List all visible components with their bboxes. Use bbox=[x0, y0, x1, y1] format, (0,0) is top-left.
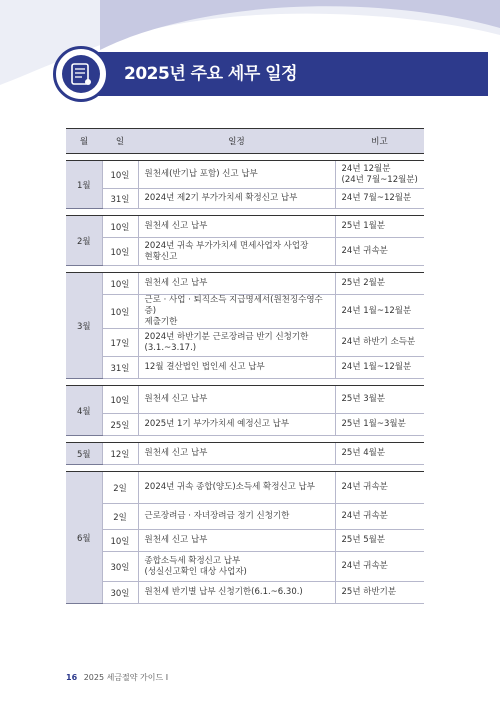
note-cell bbox=[335, 414, 424, 436]
event-cell bbox=[138, 238, 335, 266]
header-event: 일정 bbox=[138, 129, 335, 154]
table-row bbox=[66, 329, 424, 357]
event-line: 제출기한 bbox=[144, 317, 178, 327]
table-row bbox=[66, 273, 424, 295]
note-line: 24년 귀속분 bbox=[341, 561, 388, 571]
note-cell bbox=[335, 189, 424, 209]
event-line: 2024년 하반기분 근로장려금 반기 신청기한 bbox=[144, 331, 309, 342]
event-cell bbox=[138, 582, 335, 604]
event-line: 근로장려금 · 자녀장려금 정기 신청기한 bbox=[144, 511, 290, 521]
event-line: 원천세(반기납 포함) 신고 납부 bbox=[144, 169, 258, 179]
table-row bbox=[66, 552, 424, 582]
note-cell bbox=[335, 273, 424, 295]
note-cell bbox=[335, 295, 424, 329]
separator-cell bbox=[66, 379, 424, 386]
table-row bbox=[66, 472, 424, 504]
note-line: 24년 귀속분 bbox=[341, 246, 388, 256]
day-cell: 10일 bbox=[102, 161, 138, 189]
group-separator bbox=[66, 436, 424, 443]
table-row bbox=[66, 414, 424, 436]
table-row bbox=[66, 189, 424, 209]
event-line: 2025년 1기 부가가치세 예정신고 납부 bbox=[144, 419, 290, 429]
note-line: (24년 7월~12월분) bbox=[341, 174, 418, 185]
event-line: (성실신고확인 대상 사업자) bbox=[144, 566, 247, 577]
page-footer bbox=[66, 672, 168, 683]
note-line: 24년 귀속분 bbox=[341, 511, 388, 521]
day-cell: 10일 bbox=[102, 238, 138, 266]
note-line: 25년 하반기분 bbox=[341, 587, 397, 597]
group-separator bbox=[66, 379, 424, 386]
note-line: 24년 1월~12월분 bbox=[341, 306, 412, 316]
note-cell bbox=[335, 582, 424, 604]
note-line: 25년 5월분 bbox=[341, 535, 386, 545]
header-note: 비고 bbox=[335, 129, 424, 154]
event-cell bbox=[138, 386, 335, 414]
event-line: 원천세 신고 납부 bbox=[144, 448, 208, 458]
group-separator bbox=[66, 209, 424, 216]
table-row bbox=[66, 530, 424, 552]
month-cell: 1월 bbox=[66, 161, 102, 209]
note-line: 25년 2월분 bbox=[341, 278, 386, 288]
note-line: 24년 7월~12월분 bbox=[341, 193, 412, 203]
tax-schedule-table bbox=[66, 128, 424, 604]
note-cell bbox=[335, 443, 424, 465]
month-cell: 6월 bbox=[66, 472, 102, 604]
event-line: 종합소득세 확정신고 납부 bbox=[144, 555, 241, 566]
event-line: 원천세 신고 납부 bbox=[144, 394, 208, 404]
note-cell bbox=[335, 216, 424, 238]
event-line: 2024년 제2기 부가가치세 확정신고 납부 bbox=[144, 193, 298, 203]
event-line: 2024년 귀속 종합(양도)소득세 확정신고 납부 bbox=[144, 482, 315, 492]
table-row bbox=[66, 161, 424, 189]
note-cell bbox=[335, 238, 424, 266]
separator-cell bbox=[66, 154, 424, 161]
event-cell bbox=[138, 216, 335, 238]
note-line: 25년 1월~3월분 bbox=[341, 419, 406, 429]
day-cell: 10일 bbox=[102, 295, 138, 329]
table-row bbox=[66, 357, 424, 379]
event-cell bbox=[138, 329, 335, 357]
day-cell: 17일 bbox=[102, 329, 138, 357]
day-cell: 10일 bbox=[102, 530, 138, 552]
table-row bbox=[66, 582, 424, 604]
day-cell: 31일 bbox=[102, 357, 138, 379]
note-line: 24년 12월분 bbox=[341, 163, 391, 174]
note-line: 25년 4월분 bbox=[341, 448, 386, 458]
note-line: 25년 3월분 bbox=[341, 394, 386, 404]
note-line: 24년 하반기 소득분 bbox=[341, 337, 416, 347]
event-cell bbox=[138, 161, 335, 189]
footer-title: 2025 세금절약 가이드 I bbox=[83, 673, 169, 682]
month-cell: 3월 bbox=[66, 273, 102, 379]
note-cell bbox=[335, 329, 424, 357]
table-row bbox=[66, 295, 424, 329]
day-cell: 10일 bbox=[102, 216, 138, 238]
month-cell: 4월 bbox=[66, 386, 102, 436]
group-separator bbox=[66, 154, 424, 161]
event-line: 12월 결산법인 법인세 신고 납부 bbox=[144, 362, 265, 372]
header-month: 월 bbox=[66, 129, 102, 154]
group-separator bbox=[66, 465, 424, 472]
event-line: 원천세 반기별 납부 신청기한(6.1.~6.30.) bbox=[144, 587, 303, 597]
separator-cell bbox=[66, 436, 424, 443]
document-scroll-icon bbox=[62, 55, 100, 93]
page-title: 2025년 주요 세무 일정 bbox=[124, 64, 298, 84]
note-cell bbox=[335, 472, 424, 504]
note-cell bbox=[335, 357, 424, 379]
event-cell bbox=[138, 273, 335, 295]
month-cell: 5월 bbox=[66, 443, 102, 465]
table-row bbox=[66, 443, 424, 465]
event-line: 근로 · 사업 · 퇴직소득 지급명세서(원천징수영수증) bbox=[144, 295, 323, 316]
day-cell: 2일 bbox=[102, 472, 138, 504]
separator-cell bbox=[66, 266, 424, 273]
event-cell bbox=[138, 357, 335, 379]
event-cell bbox=[138, 295, 335, 329]
table-row bbox=[66, 238, 424, 266]
event-cell bbox=[138, 443, 335, 465]
note-cell bbox=[335, 530, 424, 552]
group-separator bbox=[66, 266, 424, 273]
event-cell bbox=[138, 472, 335, 504]
event-line: 원천세 신고 납부 bbox=[144, 535, 208, 545]
event-cell bbox=[138, 530, 335, 552]
day-cell: 31일 bbox=[102, 189, 138, 209]
note-cell bbox=[335, 552, 424, 582]
title-icon-badge bbox=[53, 46, 109, 102]
day-cell: 10일 bbox=[102, 386, 138, 414]
page-number: 16 bbox=[66, 673, 78, 682]
table-header-row bbox=[66, 129, 424, 154]
day-cell: 12일 bbox=[102, 443, 138, 465]
note-cell bbox=[335, 386, 424, 414]
note-cell bbox=[335, 504, 424, 530]
day-cell: 30일 bbox=[102, 552, 138, 582]
event-cell bbox=[138, 189, 335, 209]
event-line: 원천세 신고 납부 bbox=[144, 221, 208, 231]
event-line: 현황신고 bbox=[144, 251, 178, 262]
note-cell bbox=[335, 161, 424, 189]
separator-cell bbox=[66, 209, 424, 216]
day-cell: 2일 bbox=[102, 504, 138, 530]
event-cell bbox=[138, 552, 335, 582]
event-cell bbox=[138, 414, 335, 436]
table-row bbox=[66, 216, 424, 238]
note-line: 25년 1월분 bbox=[341, 221, 386, 231]
event-line: 원천세 신고 납부 bbox=[144, 278, 208, 288]
event-line: 2024년 귀속 부가가치세 면세사업자 사업장 bbox=[144, 240, 309, 251]
header-day: 일 bbox=[102, 129, 138, 154]
day-cell: 30일 bbox=[102, 582, 138, 604]
table-row bbox=[66, 386, 424, 414]
separator-cell bbox=[66, 465, 424, 472]
note-line: 24년 귀속분 bbox=[341, 482, 388, 492]
event-cell bbox=[138, 504, 335, 530]
event-line: (3.1.~3.17.) bbox=[144, 342, 197, 353]
month-cell: 2월 bbox=[66, 216, 102, 266]
day-cell: 10일 bbox=[102, 273, 138, 295]
note-line: 24년 1월~12월분 bbox=[341, 362, 412, 372]
title-banner bbox=[58, 52, 488, 96]
day-cell: 25일 bbox=[102, 414, 138, 436]
table-row bbox=[66, 504, 424, 530]
